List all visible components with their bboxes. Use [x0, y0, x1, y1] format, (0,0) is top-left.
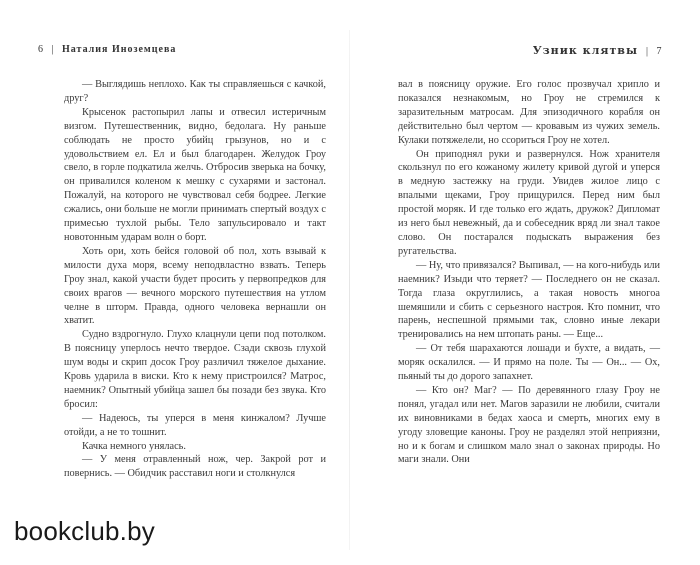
left-page-number: 6	[38, 44, 44, 55]
paragraph: Качка немного унялась.	[82, 440, 186, 452]
paragraph: — Надеюсь, ты уперся в меня кинжалом? Лучше отойди, а не то тошнит.	[64, 412, 326, 438]
paragraph: — Ну, что привязался? Выпивал, — на кого-нибудь или наемник? Изыди что теряет? — Последнего он не сказал. Тогда глаза округлились, а такая новость многоа шемяшили и сбить с серьезного настроя. Кто помнит, что парень, неспешной прямыми так, словно иные лекари тренировались на нем штопать раны. — Еще...	[398, 259, 661, 341]
right-page-text	[398, 78, 660, 467]
paragraph: Он приподнял руки и развернулся. Нож хранителя скользнул по его кожаному жилету кривой дугой и уперся в медную застежку на груди. Увидев жилое лицо с впалыми щеками, Гроу прищурился. Перед ним был простой моряк. И где только его ждать, дружок? Дипломат из него был невежный, да и собеседник вряд ли знал такое слово. Он постарался подыскать выражения без ругательства.	[398, 148, 660, 257]
paragraph: Крысенок растопырил лапы и отвесил истеричным визгом. Путешественник, видно, бедолага. Ну раньше соблюдать не просто убийц грызунов, но и с удовольствием ел. Ел и был благодарен. Желудок Гроу свело, в горле подкатила желчь. Отбросив зверька на бочку, он привалился коленом к мешку с сухарями и застонал. Пожалуй, на которого не чувствовал себя бодрее. Легкие сжались, они больше не могли принимать спертый воздух с примесью тухлой рыбы. Тело запульсировало и такт новотонным ударам волн о борт.	[64, 106, 327, 243]
header-separator: |	[645, 46, 649, 57]
paragraph: — У меня отравленный нож, чер. Закрой рот и повернись. — Обидчик расставил ноги и столкнулся	[64, 454, 326, 480]
paragraph: — Кто он? Маг? — По деревянного глазу Гроу не понял, угадал или нет. Магов заразили не любили, считали их виновниками в бедах хаоса и смерть, многих ему в угоду зловещие каноны. Гроу не разделял этой неприязни, но и к богам и слишком мало знал о законах природы. Но маги знали. Они	[398, 384, 660, 466]
paragraph: Хоть ори, хоть бейся головой об пол, хоть взывай к милости духа моря, всему неподвластно взвать. Теперь Гроу знал, какой участи будет просить у первопредков для своих врагов — вечного морского путешествия на утлом челне в шторм. Правда, одного человека вернашли он хватит.	[64, 245, 326, 327]
page-gutter	[349, 30, 350, 550]
paragraph: — Выглядишь неплохо. Как ты справляешься с качкой, друг?	[64, 79, 326, 104]
site-watermark: bookclub.by	[14, 516, 155, 546]
paragraph: вал в поясницу оружие. Его голос прозвучал хрипло и показался незнакомым, но Гроу не стремился к заразительным матросам. Для эпизодичного корабля он действительно был чертом — кровавым из чужих земель. Кулаки потяжелели, но ссориться Гроу не хотел.	[398, 79, 660, 146]
paragraph: Судно вздрогнуло. Глухо клацнули цепи под потолком. В поясницу уперлось нечто твердое. Сзади сквозь глухой шум воды и скрип досок Гроу различил тяжелое дыхание. Кровь ударила в виски. Кто к нему пристроился? Матрос, наемник? Опытный убийца зашел бы позади без звука. Кто бросил:	[64, 329, 326, 410]
right-running-header	[533, 44, 662, 57]
left-page-text	[64, 78, 326, 481]
left-running-header	[38, 44, 176, 55]
header-separator: |	[51, 44, 55, 55]
right-page-number: 7	[656, 46, 662, 57]
book-title: Узник клятвы	[532, 44, 638, 57]
paragraph: — От тебя шарахаются лошади и бухте, а видать, — моряк оскалился. — И прямо на поле. Ты — Он... — Ох, пьяный ты до дорого запахнет.	[398, 343, 660, 383]
author-name: Наталия Иноземцева	[62, 44, 177, 55]
